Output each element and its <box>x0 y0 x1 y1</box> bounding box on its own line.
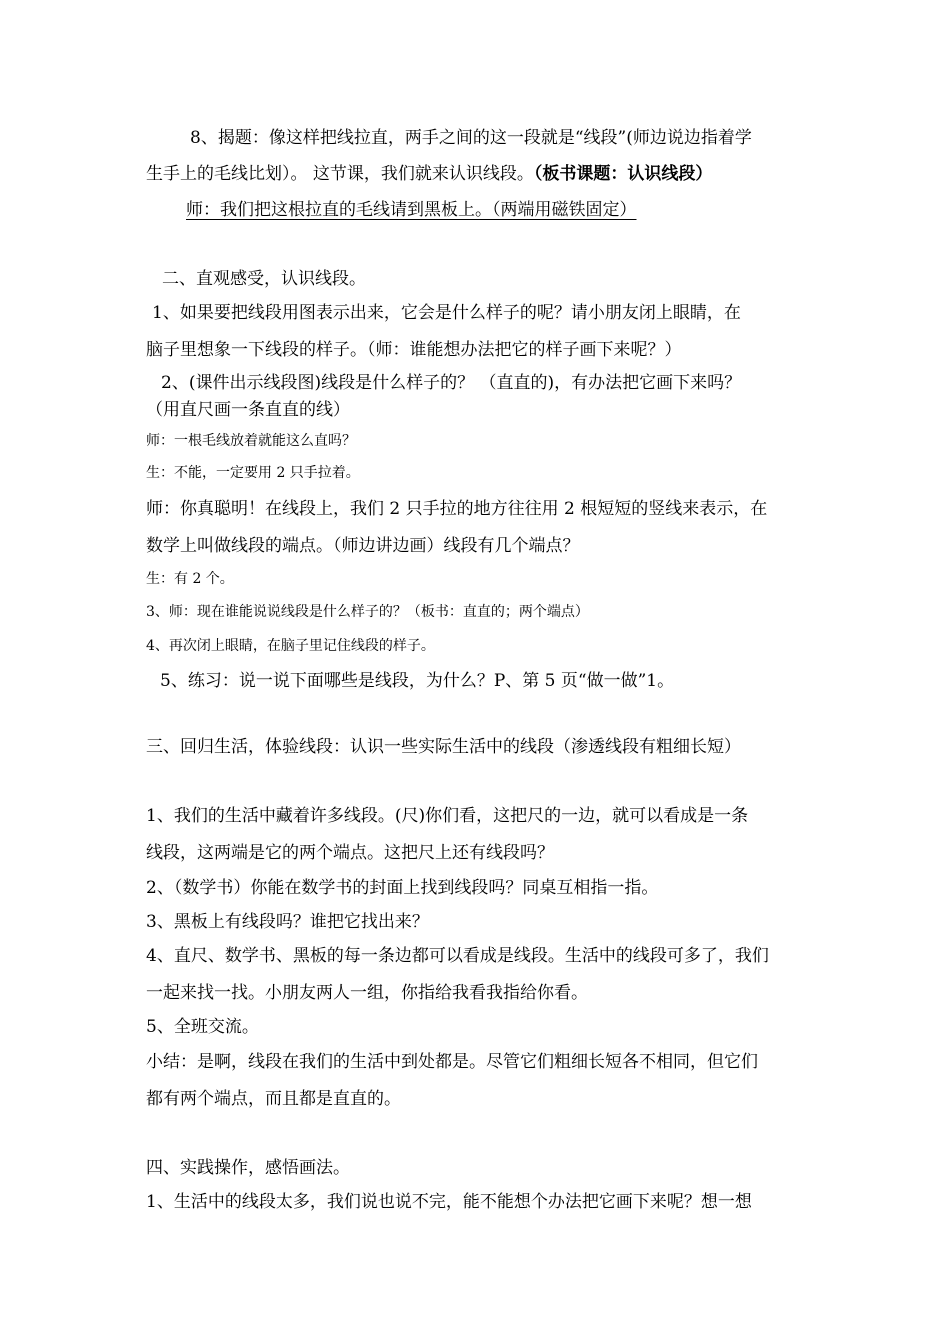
section3-line-3: 2、（数学书）你能在数学书的封面上找到线段吗？同桌互相指一指。 <box>146 878 659 898</box>
summary-line-2: 都有两个端点，而且都是直直的。 <box>146 1089 401 1109</box>
section4-heading: 四、实践操作，感悟画法。 <box>146 1158 350 1178</box>
section2-line-2: 脑子里想象一下线段的样子。（师：谁能想办法把它的样子画下来呢？） <box>146 340 682 360</box>
section3-line-1: 1、我们的生活中藏着许多线段。(尺)你们看，这把尺的一边，就可以看成是一条 <box>146 806 749 826</box>
intro-line-3: 师：我们把这根拉直的毛线请到黑板上。（两端用磁铁固定） <box>186 200 637 220</box>
section2-line-12: 5、练习：说一说下面哪些是线段，为什么？P、第 5 页“做一做”1。 <box>160 671 675 691</box>
section3-line-7: 5、全班交流。 <box>146 1017 259 1037</box>
section2-line-10: 3、师：现在谁能说说线段是什么样子的？（板书：直直的；两个端点） <box>146 604 589 620</box>
section2-line-3: 2、(课件出示线段图)线段是什么样子的？ （直直的)，有办法把它画下来吗？ <box>161 373 742 393</box>
section2-line-11: 4、再次闭上眼睛，在脑子里记住线段的样子。 <box>146 638 435 654</box>
board-title: （板书课题：认识线段） <box>533 164 713 184</box>
section3-heading: 三、回归生活，体验线段：认识一些实际生活中的线段（渗透线段有粗细长短） <box>146 737 741 757</box>
section2-line-8: 数学上叫做线段的端点。（师边讲边画）线段有几个端点？ <box>146 536 580 556</box>
section2-heading: 二、直观感受，认识线段。 <box>162 269 366 289</box>
intro-line-2 <box>146 163 712 185</box>
section3-line-6: 一起来找一找。小朋友两人一组，你指给我看我指给你看。 <box>146 983 588 1003</box>
section3-line-4: 3、黑板上有线段吗？谁把它找出来？ <box>146 912 429 932</box>
section2-line-6: 生：不能，一定要用 2 只手拉着。 <box>146 465 360 481</box>
section2-line-9: 生：有 2 个。 <box>146 571 234 587</box>
intro-line-1: 8、揭题：像这样把线拉直，两手之间的这一段就是“线段”(师边说边指着学 <box>190 128 752 148</box>
section3-line-5: 4、直尺、数学书、黑板的每一条边都可以看成是线段。生活中的线段可多了，我们 <box>146 946 769 966</box>
summary-line-1: 小结：是啊，线段在我们的生活中到处都是。尽管它们粗细长短各不相同，但它们 <box>146 1052 758 1072</box>
section4-line-1: 1、生活中的线段太多，我们说也说不完，能不能想个办法把它画下来呢？想一想 <box>146 1192 752 1212</box>
section2-line-1: 1、如果要把线段用图表示出来，它会是什么样子的呢？请小朋友闭上眼睛，在 <box>152 303 741 323</box>
section2-line-4: （用直尺画一条直直的线） <box>146 400 350 420</box>
section2-line-5: 师：一根毛线放着就能这么直吗？ <box>146 433 356 449</box>
section2-line-7: 师：你真聪明！在线段上，我们 2 只手拉的地方往往用 2 根短短的竖线来表示，在 <box>146 499 768 519</box>
intro-line-2-text: 生手上的毛线比划）。 这节课，我们就来认识线段。 <box>146 164 534 184</box>
section3-line-2: 线段，这两端是它的两个端点。这把尺上还有线段吗？ <box>146 843 554 863</box>
